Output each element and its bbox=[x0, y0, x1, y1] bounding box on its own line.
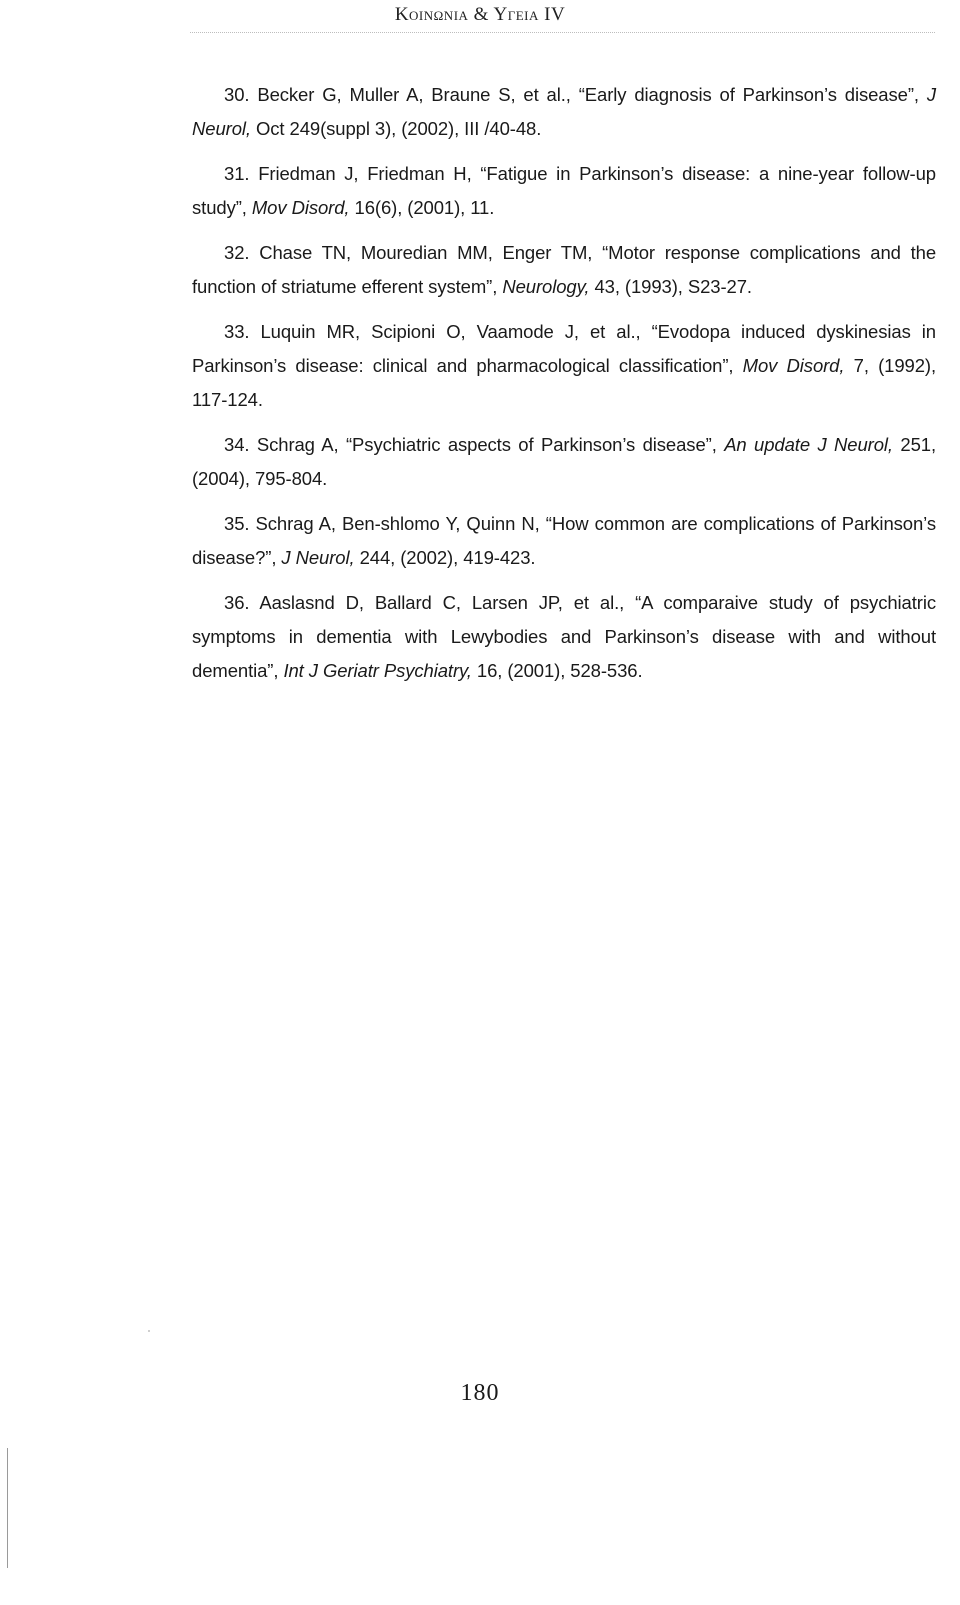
header-divider bbox=[190, 32, 935, 33]
reference-journal: Mov Disord, bbox=[742, 355, 845, 376]
reference-details: 16, (2001), 528-536. bbox=[476, 660, 643, 681]
reference-item bbox=[192, 428, 936, 496]
reference-journal: Neurology, bbox=[502, 276, 590, 297]
reference-item bbox=[192, 586, 936, 688]
reference-text: Luquin MR, Scipioni O, Vaamode J, et al., “Evodopa induced dyskinesias in Parkinson’s disease: clinical and pharmacological classification”, bbox=[192, 321, 936, 376]
reference-number: 34. bbox=[224, 434, 250, 455]
reference-journal: J Neurol, bbox=[281, 547, 355, 568]
reference-details: 43, (1993), S23-27. bbox=[594, 276, 752, 297]
reference-journal: An update J Neurol, bbox=[724, 434, 893, 455]
scan-edge-line bbox=[7, 1448, 8, 1568]
reference-details: 16(6), (2001), 11. bbox=[354, 197, 495, 218]
reference-text: Schrag A, “Psychiatric aspects of Parkinson’s disease”, bbox=[256, 434, 717, 455]
reference-text: Friedman J, Friedman H, “Fatigue in Parkinson’s disease: a nine-year follow-up study”, bbox=[192, 163, 936, 218]
reference-number: 35. bbox=[224, 513, 250, 534]
reference-number: 31. bbox=[224, 163, 250, 184]
reference-journal: Int J Geriatr Psychiatry, bbox=[283, 660, 472, 681]
reference-details: 244, (2002), 419-423. bbox=[359, 547, 536, 568]
reference-number: 32. bbox=[224, 242, 250, 263]
reference-item bbox=[192, 78, 936, 146]
reference-item bbox=[192, 157, 936, 225]
reference-details: 251, (2004), 795-804. bbox=[192, 434, 937, 489]
reference-journal: J Neurol, bbox=[192, 84, 936, 139]
reference-details: 7, (1992), 117-124. bbox=[192, 355, 936, 410]
reference-text: Schrag A, Ben-shlomo Y, Quinn N, “How common are complications of Parkinson’s disease?”, bbox=[192, 513, 936, 568]
running-header: Koinωnia & Yγeia IV bbox=[394, 4, 566, 25]
page-number: 180 bbox=[460, 1380, 500, 1406]
reference-journal: Mov Disord, bbox=[251, 197, 350, 218]
reference-number: 30. bbox=[224, 84, 250, 105]
reference-item bbox=[192, 507, 936, 575]
reference-number: 33. bbox=[224, 321, 250, 342]
reference-item bbox=[192, 315, 936, 417]
reference-list bbox=[192, 78, 936, 699]
reference-text: Chase TN, Mouredian MM, Enger TM, “Motor response complications and the function of striatume efferent system”, bbox=[192, 242, 937, 297]
reference-item bbox=[192, 236, 936, 304]
reference-text: Becker G, Muller A, Braune S, et al., “Early diagnosis of Parkinson’s disease”, bbox=[257, 84, 919, 105]
reference-number: 36. bbox=[224, 592, 250, 613]
scan-speck bbox=[148, 1330, 150, 1332]
reference-details: Oct 249(suppl 3), (2002), III /40-48. bbox=[255, 118, 542, 139]
reference-text: Aaslasnd D, Ballard C, Larsen JP, et al., “A comparaive study of psychiatric symptoms in dementia with Lewybodies and Parkinson’s disease with and without dementia”, bbox=[192, 592, 936, 681]
